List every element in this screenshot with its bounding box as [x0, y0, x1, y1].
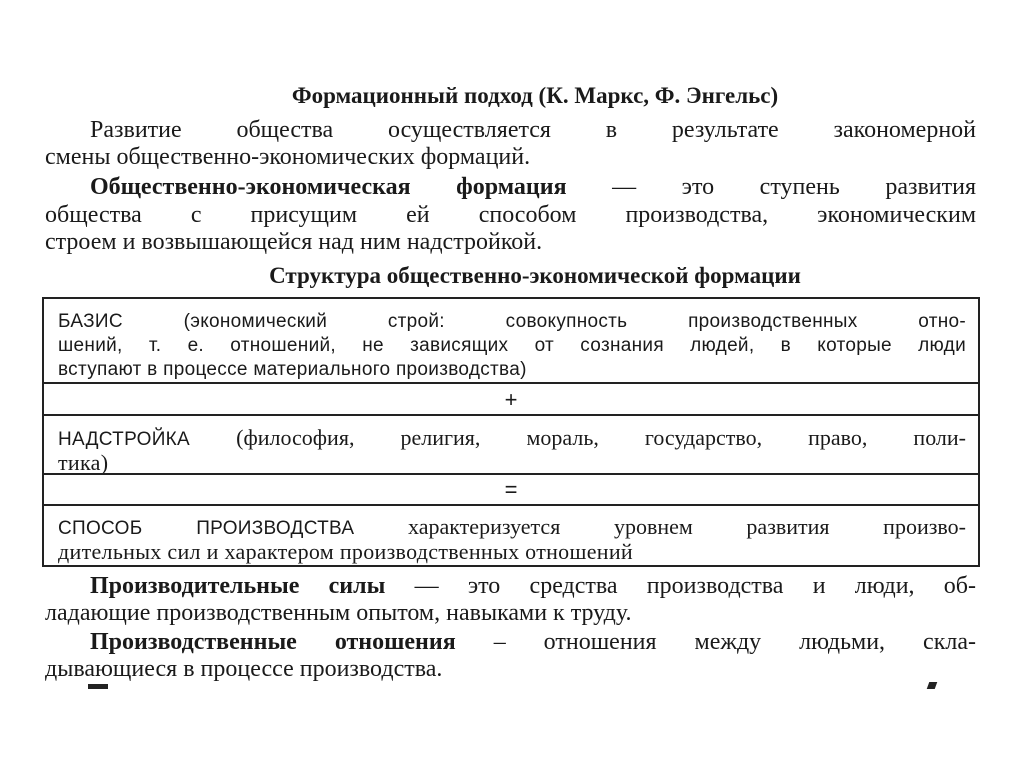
basis-line-2: шений, т. е. отношений, не зависящих от сознания людей, в которые люди — [58, 335, 966, 356]
production-relations-term: Производственные отношения — [90, 629, 456, 655]
table-divider — [44, 414, 978, 416]
productive-forces-term: Производительные силы — [90, 573, 386, 599]
superstructure-line-1-rest: (философия, религия, мораль, государство, право, поли- — [236, 425, 966, 450]
plus-sign: + — [504, 387, 518, 412]
productive-forces-line-1 — [90, 572, 976, 600]
page-title: Формационный подход (К. Маркс, Ф. Энгельс) — [291, 83, 779, 108]
superstructure-line-2: тика) — [58, 450, 109, 475]
mode-line-1-rest: характеризуется уровнем развития произво- — [408, 514, 966, 539]
productive-forces-line-2: ладающие производственным опытом, навыками к труду. — [45, 600, 632, 626]
structure-table — [42, 297, 980, 567]
cut-off-text-fragment — [88, 684, 108, 689]
production-relations-line-2: дывающиеся в процессе производства. — [45, 656, 443, 682]
basis-line-3: вступают в процессе материального производства) — [58, 359, 527, 380]
production-relations-line-1-rest: – отношения между людьми, скла- — [493, 629, 976, 655]
mode-line-1 — [58, 514, 966, 540]
mode-line-2: дительных сил и характером производственных отношений — [58, 539, 634, 564]
table-divider — [44, 504, 978, 506]
definition-term: Общественно-экономическая формация — [90, 174, 567, 200]
equals-sign: = — [504, 477, 518, 502]
definition-line-1 — [90, 173, 976, 201]
table-divider — [44, 473, 978, 475]
definition-line-1-rest: — это ступень развития — [612, 174, 976, 200]
definition-line-3: строем и возвышающейся над ним надстройкой. — [45, 229, 543, 255]
intro-line-2: смены общественно-экономических формаций. — [45, 144, 531, 170]
superstructure-term: НАДСТРОЙКА — [58, 429, 191, 450]
productive-forces-line-1-rest: — это средства производства и люди, об- — [414, 573, 976, 599]
intro-line-1: Развитие общества осуществляется в результате закономерной — [90, 117, 976, 143]
production-relations-line-1 — [90, 628, 976, 656]
mode-term: СПОСОБ ПРОИЗВОДСТВА — [58, 518, 355, 539]
table-title: Структура общественно-экономической формации — [269, 263, 801, 288]
superstructure-line-1 — [58, 425, 966, 451]
basis-line-1: БАЗИС (экономический строй: совокупность производственных отно- — [58, 311, 966, 332]
cut-off-text-fragment — [927, 682, 938, 689]
table-divider — [44, 382, 978, 384]
definition-line-2: общества с присущим ей способом производства, экономическим — [45, 202, 976, 228]
